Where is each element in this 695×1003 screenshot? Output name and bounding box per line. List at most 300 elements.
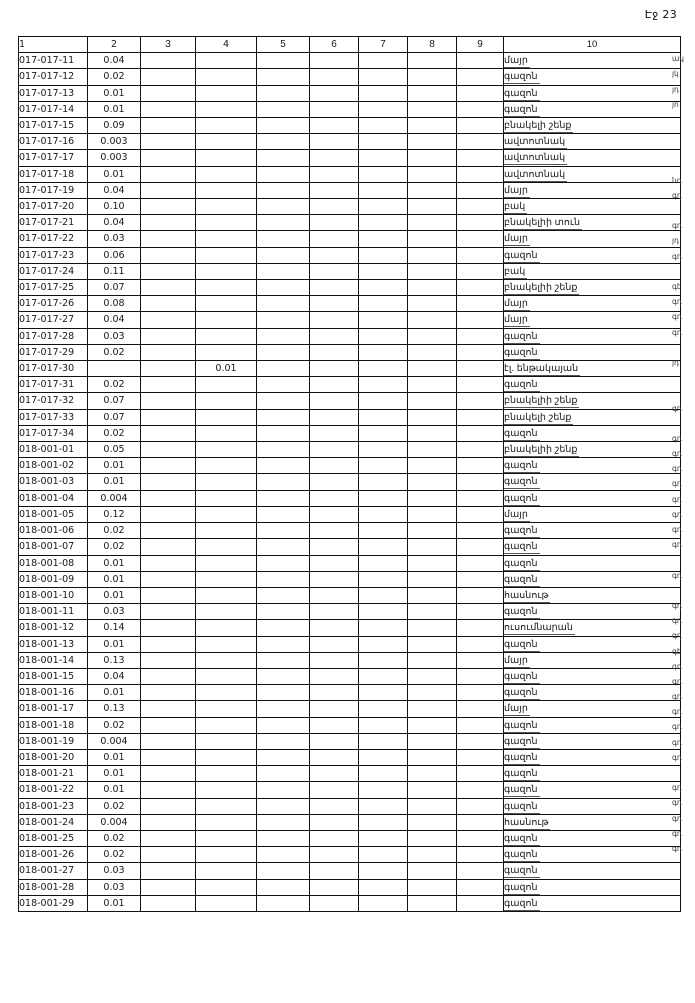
description-text: գազոն xyxy=(504,249,538,261)
cell-area-col4 xyxy=(196,571,257,587)
cell-col6 xyxy=(310,458,359,474)
cell-description xyxy=(504,361,681,377)
cell-col9 xyxy=(457,328,504,344)
margin-note xyxy=(672,765,695,780)
margin-note: գդ xyxy=(672,798,682,808)
cell-area-col2: 0.02 xyxy=(88,69,141,85)
cell-col5 xyxy=(257,733,310,749)
cell-area-col4 xyxy=(196,69,257,85)
cell-col9 xyxy=(457,296,504,312)
cell-col6 xyxy=(310,685,359,701)
cell-col3 xyxy=(141,85,196,101)
cell-col8 xyxy=(408,587,457,603)
table-row xyxy=(19,101,681,117)
cell-col7 xyxy=(359,182,408,198)
cell-col6 xyxy=(310,571,359,587)
cell-col7 xyxy=(359,312,408,328)
cell-col8 xyxy=(408,166,457,182)
cell-col5 xyxy=(257,782,310,798)
margin-note xyxy=(672,583,695,598)
cell-area-col4 xyxy=(196,798,257,814)
cell-col6 xyxy=(310,749,359,765)
cell-col8 xyxy=(408,814,457,830)
description-text: գազոն xyxy=(504,865,538,877)
cell-col8 xyxy=(408,118,457,134)
cell-col7 xyxy=(359,620,408,636)
table-row xyxy=(19,280,681,296)
table-row xyxy=(19,118,681,134)
cell-description xyxy=(504,182,681,198)
table-row xyxy=(19,85,681,101)
cell-col5 xyxy=(257,814,310,830)
cell-col7 xyxy=(359,571,408,587)
cell-col6 xyxy=(310,766,359,782)
cell-col9 xyxy=(457,361,504,377)
cell-description xyxy=(504,409,681,425)
cell-col9 xyxy=(457,101,504,117)
cell-col3 xyxy=(141,296,196,312)
cell-description xyxy=(504,814,681,830)
cell-col7 xyxy=(359,863,408,879)
cell-col5 xyxy=(257,328,310,344)
cell-area-col2: 0.04 xyxy=(88,215,141,231)
cell-area-col4 xyxy=(196,53,257,69)
cell-area-col2: 0.02 xyxy=(88,539,141,555)
cell-col6 xyxy=(310,425,359,441)
cell-col9 xyxy=(457,604,504,620)
table-row xyxy=(19,604,681,620)
cell-parcel-code: 018-001-06 xyxy=(19,523,88,539)
cell-col9 xyxy=(457,458,504,474)
cell-col9 xyxy=(457,798,504,814)
cell-col7 xyxy=(359,555,408,571)
cell-col3 xyxy=(141,749,196,765)
cell-col5 xyxy=(257,490,310,506)
cell-col7 xyxy=(359,587,408,603)
cell-description xyxy=(504,53,681,69)
cell-col5 xyxy=(257,847,310,863)
cell-col9 xyxy=(457,701,504,717)
cell-col5 xyxy=(257,798,310,814)
page-number-label: Էջ 23 xyxy=(644,8,677,21)
cell-col5 xyxy=(257,69,310,85)
cell-description xyxy=(504,312,681,328)
cell-col7 xyxy=(359,280,408,296)
table-row xyxy=(19,182,681,198)
cell-col5 xyxy=(257,231,310,247)
cell-col7 xyxy=(359,749,408,765)
table-row xyxy=(19,263,681,279)
margin-note xyxy=(672,370,695,385)
cell-description xyxy=(504,798,681,814)
cell-col5 xyxy=(257,474,310,490)
table-row xyxy=(19,425,681,441)
cell-area-col4 xyxy=(196,458,257,474)
table-row xyxy=(19,766,681,782)
margin-note: յդ xyxy=(672,84,680,94)
cell-description xyxy=(504,506,681,522)
description-text: գազոն xyxy=(504,735,538,747)
cell-description xyxy=(504,766,681,782)
table-body xyxy=(19,53,681,912)
column-header-9: 9 xyxy=(457,37,504,53)
cell-description xyxy=(504,344,681,360)
cell-col7 xyxy=(359,847,408,863)
cell-col6 xyxy=(310,312,359,328)
table-row xyxy=(19,344,681,360)
cell-col5 xyxy=(257,766,310,782)
cell-col8 xyxy=(408,571,457,587)
cell-description xyxy=(504,247,681,263)
cell-col8 xyxy=(408,701,457,717)
cell-col6 xyxy=(310,134,359,150)
cell-description xyxy=(504,231,681,247)
description-text: հասնութ xyxy=(504,589,549,601)
cell-col7 xyxy=(359,328,408,344)
cell-parcel-code: 017-017-21 xyxy=(19,215,88,231)
cell-area-col4 xyxy=(196,587,257,603)
cell-col3 xyxy=(141,118,196,134)
cell-col5 xyxy=(257,539,310,555)
cell-col9 xyxy=(457,344,504,360)
cell-area-col4 xyxy=(196,668,257,684)
cell-area-col4 xyxy=(196,393,257,409)
cell-col6 xyxy=(310,393,359,409)
cell-area-col2: 0.02 xyxy=(88,830,141,846)
description-text: գազոն xyxy=(504,427,538,439)
cell-col6 xyxy=(310,118,359,134)
cell-parcel-code: 018-001-27 xyxy=(19,863,88,879)
cell-col6 xyxy=(310,717,359,733)
cell-area-col4 xyxy=(196,717,257,733)
cell-area-col4 xyxy=(196,166,257,182)
cell-parcel-code: 017-017-12 xyxy=(19,69,88,85)
cell-area-col2: 0.12 xyxy=(88,506,141,522)
cell-col9 xyxy=(457,377,504,393)
cell-col7 xyxy=(359,668,408,684)
description-text: գազոն xyxy=(504,460,538,472)
cell-col9 xyxy=(457,863,504,879)
margin-note: գդ xyxy=(672,692,682,702)
cell-description xyxy=(504,280,681,296)
cell-description xyxy=(504,101,681,117)
cell-col8 xyxy=(408,668,457,684)
cell-parcel-code: 018-001-22 xyxy=(19,782,88,798)
cell-col8 xyxy=(408,328,457,344)
cell-description xyxy=(504,782,681,798)
cell-col8 xyxy=(408,393,457,409)
cell-col9 xyxy=(457,782,504,798)
cell-area-col2: 0.13 xyxy=(88,701,141,717)
cell-parcel-code: 017-017-16 xyxy=(19,134,88,150)
cell-area-col2: 0.01 xyxy=(88,101,141,117)
cell-area-col4 xyxy=(196,312,257,328)
cell-parcel-code: 018-001-09 xyxy=(19,571,88,587)
table-row xyxy=(19,749,681,765)
description-text: գազոն xyxy=(504,573,538,585)
margin-note: գդ xyxy=(672,843,682,853)
cell-col7 xyxy=(359,782,408,798)
cell-col8 xyxy=(408,879,457,895)
cell-parcel-code: 017-017-32 xyxy=(19,393,88,409)
cell-col9 xyxy=(457,490,504,506)
cell-area-col2: 0.11 xyxy=(88,263,141,279)
cell-description xyxy=(504,636,681,652)
cell-parcel-code: 018-001-20 xyxy=(19,749,88,765)
cell-col7 xyxy=(359,701,408,717)
cell-col5 xyxy=(257,215,310,231)
description-text: գազոն xyxy=(504,71,538,83)
table-row xyxy=(19,361,681,377)
cell-col9 xyxy=(457,814,504,830)
cell-col3 xyxy=(141,620,196,636)
column-header-1: 1 xyxy=(19,37,88,53)
cell-area-col2: 0.08 xyxy=(88,296,141,312)
description-text: մայր xyxy=(504,298,528,310)
cell-col9 xyxy=(457,523,504,539)
table-row xyxy=(19,247,681,263)
cell-area-col2: 0.01 xyxy=(88,166,141,182)
cell-col8 xyxy=(408,85,457,101)
cell-col6 xyxy=(310,506,359,522)
cell-col8 xyxy=(408,134,457,150)
cell-area-col2: 0.03 xyxy=(88,328,141,344)
margin-note xyxy=(672,552,695,567)
cell-col7 xyxy=(359,895,408,911)
cell-col8 xyxy=(408,425,457,441)
cell-col9 xyxy=(457,231,504,247)
cell-parcel-code: 017-017-29 xyxy=(19,344,88,360)
cell-col3 xyxy=(141,377,196,393)
cell-col9 xyxy=(457,620,504,636)
cell-area-col2: 0.14 xyxy=(88,620,141,636)
cell-col7 xyxy=(359,101,408,117)
cell-col6 xyxy=(310,344,359,360)
cell-parcel-code: 017-017-18 xyxy=(19,166,88,182)
cell-parcel-code: 017-017-14 xyxy=(19,101,88,117)
cell-parcel-code: 017-017-25 xyxy=(19,280,88,296)
table-row xyxy=(19,895,681,911)
cell-col3 xyxy=(141,328,196,344)
cell-area-col2: 0.01 xyxy=(88,587,141,603)
table-row xyxy=(19,879,681,895)
cell-description xyxy=(504,733,681,749)
cell-col5 xyxy=(257,668,310,684)
margin-note: գդ xyxy=(672,221,682,231)
description-text: հասնութ xyxy=(504,816,549,828)
cell-col5 xyxy=(257,506,310,522)
cell-description xyxy=(504,296,681,312)
cell-col6 xyxy=(310,166,359,182)
margin-note: գդ xyxy=(672,433,682,443)
cell-col3 xyxy=(141,361,196,377)
cell-description xyxy=(504,652,681,668)
cell-area-col2: 0.004 xyxy=(88,733,141,749)
cell-area-col4 xyxy=(196,733,257,749)
cell-col3 xyxy=(141,263,196,279)
cell-col8 xyxy=(408,296,457,312)
cell-col6 xyxy=(310,280,359,296)
cell-col9 xyxy=(457,717,504,733)
table-row xyxy=(19,458,681,474)
cell-area-col2: 0.01 xyxy=(88,685,141,701)
cell-parcel-code: 017-017-11 xyxy=(19,53,88,69)
cell-col3 xyxy=(141,604,196,620)
margin-note: գդ xyxy=(672,616,682,626)
cell-col3 xyxy=(141,539,196,555)
cell-col3 xyxy=(141,847,196,863)
cell-description xyxy=(504,150,681,166)
cell-col8 xyxy=(408,344,457,360)
cell-col3 xyxy=(141,685,196,701)
cell-parcel-code: 017-017-34 xyxy=(19,425,88,441)
table-row xyxy=(19,53,681,69)
cell-col6 xyxy=(310,53,359,69)
cell-col8 xyxy=(408,69,457,85)
cell-area-col2: 0.07 xyxy=(88,393,141,409)
description-text: գազոն xyxy=(504,476,538,488)
cell-col7 xyxy=(359,118,408,134)
cell-col9 xyxy=(457,895,504,911)
cell-col9 xyxy=(457,166,504,182)
cell-col6 xyxy=(310,409,359,425)
margin-note: յդ xyxy=(672,236,680,246)
margin-note: գդ xyxy=(672,752,682,762)
cell-col6 xyxy=(310,199,359,215)
cell-col6 xyxy=(310,69,359,85)
cell-col7 xyxy=(359,490,408,506)
description-text: գազոն xyxy=(504,541,538,553)
cell-col7 xyxy=(359,458,408,474)
cell-area-col2: 0.07 xyxy=(88,409,141,425)
cell-col5 xyxy=(257,53,310,69)
cell-description xyxy=(504,717,681,733)
cell-col9 xyxy=(457,766,504,782)
cell-col8 xyxy=(408,280,457,296)
table-row xyxy=(19,166,681,182)
description-text: գազոն xyxy=(504,719,538,731)
cell-col8 xyxy=(408,458,457,474)
cell-col6 xyxy=(310,101,359,117)
cell-col6 xyxy=(310,668,359,684)
cell-col8 xyxy=(408,231,457,247)
cell-area-col4: 0.01 xyxy=(196,361,257,377)
cell-area-col2: 0.01 xyxy=(88,782,141,798)
cell-col8 xyxy=(408,685,457,701)
cell-parcel-code: 018-001-21 xyxy=(19,766,88,782)
cell-area-col2: 0.02 xyxy=(88,344,141,360)
cell-col3 xyxy=(141,134,196,150)
cell-parcel-code: 018-001-01 xyxy=(19,442,88,458)
cell-col5 xyxy=(257,280,310,296)
table-row xyxy=(19,847,681,863)
cell-col3 xyxy=(141,442,196,458)
cell-col8 xyxy=(408,555,457,571)
table-row xyxy=(19,620,681,636)
cell-col8 xyxy=(408,620,457,636)
margin-note: գդ xyxy=(672,525,682,534)
table-row xyxy=(19,312,681,328)
cell-col9 xyxy=(457,539,504,555)
cell-description xyxy=(504,749,681,765)
cell-parcel-code: 018-001-13 xyxy=(19,636,88,652)
cell-col6 xyxy=(310,604,359,620)
cell-parcel-code: 017-017-30 xyxy=(19,361,88,377)
table-row xyxy=(19,652,681,668)
cell-parcel-code: 018-001-17 xyxy=(19,701,88,717)
margin-note: յդ xyxy=(672,357,680,367)
cell-col7 xyxy=(359,830,408,846)
cell-parcel-code: 018-001-11 xyxy=(19,604,88,620)
cell-description xyxy=(504,263,681,279)
cell-col9 xyxy=(457,636,504,652)
cell-col8 xyxy=(408,182,457,198)
cell-parcel-code: 017-017-27 xyxy=(19,312,88,328)
table-row xyxy=(19,668,681,684)
cell-area-col4 xyxy=(196,425,257,441)
description-text: ավտոտնակ xyxy=(504,152,566,164)
cell-area-col2: 0.02 xyxy=(88,377,141,393)
cell-area-col4 xyxy=(196,296,257,312)
cell-col8 xyxy=(408,215,457,231)
cell-col9 xyxy=(457,749,504,765)
cell-col5 xyxy=(257,830,310,846)
table-row xyxy=(19,296,681,312)
cell-area-col2: 0.01 xyxy=(88,474,141,490)
cell-area-col4 xyxy=(196,490,257,506)
cell-area-col4 xyxy=(196,652,257,668)
cell-col3 xyxy=(141,571,196,587)
cell-col6 xyxy=(310,263,359,279)
column-header-3: 3 xyxy=(141,37,196,53)
margin-note: գդ xyxy=(672,737,682,747)
cell-parcel-code: 017-017-23 xyxy=(19,247,88,263)
cell-col7 xyxy=(359,263,408,279)
cell-col3 xyxy=(141,344,196,360)
margin-notes-column xyxy=(672,36,695,856)
cell-description xyxy=(504,474,681,490)
cell-col9 xyxy=(457,199,504,215)
cell-area-col4 xyxy=(196,506,257,522)
cell-area-col4 xyxy=(196,215,257,231)
cell-col7 xyxy=(359,879,408,895)
cell-col6 xyxy=(310,847,359,863)
margin-note xyxy=(672,340,695,355)
margin-note: գդ xyxy=(672,570,682,580)
cell-col5 xyxy=(257,587,310,603)
cell-col6 xyxy=(310,733,359,749)
cell-parcel-code: 017-017-28 xyxy=(19,328,88,344)
description-text: բակ xyxy=(504,265,526,277)
cell-parcel-code: 017-017-15 xyxy=(19,118,88,134)
table-row xyxy=(19,685,681,701)
table-row xyxy=(19,717,681,733)
cell-col3 xyxy=(141,863,196,879)
cell-parcel-code: 018-001-18 xyxy=(19,717,88,733)
cell-col3 xyxy=(141,587,196,603)
description-text: բնակելիի շենք xyxy=(504,395,578,407)
cell-parcel-code: 018-001-25 xyxy=(19,830,88,846)
table-row xyxy=(19,474,681,490)
description-text: բնակելիի շենք xyxy=(504,444,578,456)
cell-col7 xyxy=(359,361,408,377)
cell-parcel-code: 017-017-24 xyxy=(19,263,88,279)
margin-note: գդ xyxy=(672,813,682,823)
cell-area-col2: 0.07 xyxy=(88,280,141,296)
margin-note: ակ xyxy=(672,54,685,64)
margin-note xyxy=(672,385,695,400)
cell-description xyxy=(504,215,681,231)
